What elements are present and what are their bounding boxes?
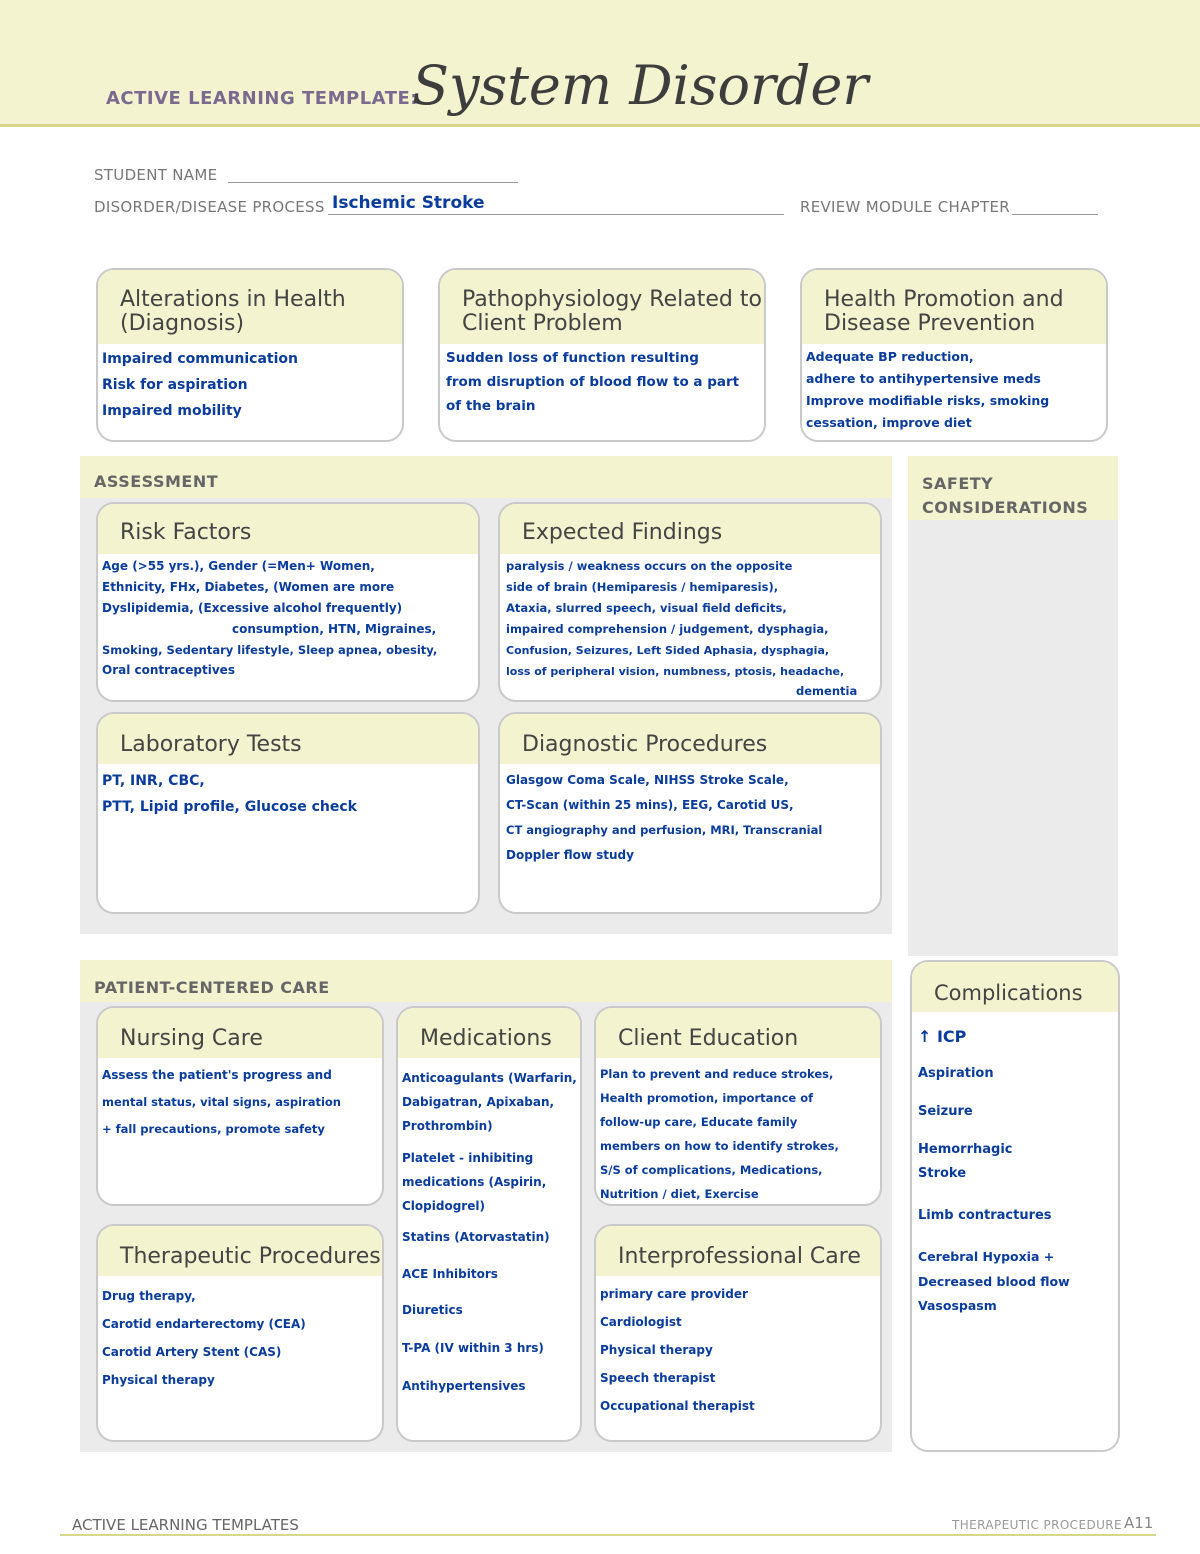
expected-finding-line: impaired comprehension / judgement, dysphagia, <box>506 622 829 636</box>
alterations-line: Risk for aspiration <box>102 377 248 393</box>
pathophysiology-line: Sudden loss of function resulting <box>446 350 699 366</box>
diagnostic-line: Glasgow Coma Scale, NIHSS Stroke Scale, <box>506 773 789 787</box>
pathophysiology-content[interactable] <box>440 344 764 418</box>
footer-rule <box>60 1534 1156 1536</box>
disorder-label: DISORDER/DISEASE PROCESS <box>94 198 325 216</box>
medication-item: Anticoagulants (Warfarin, Dabigatran, Apixaban, Prothrombin) <box>402 1071 577 1133</box>
risk-factor-line: consumption, HTN, Migraines, <box>232 622 437 636</box>
complications-title: Complications <box>912 962 1118 1012</box>
medication-item: Antihypertensives <box>402 1379 526 1393</box>
review-module-label: REVIEW MODULE CHAPTER <box>800 198 1010 216</box>
therapeutic-line: Drug therapy, <box>102 1289 196 1303</box>
diagnostic-line: Doppler flow study <box>506 848 634 862</box>
therapeutic-procedures-content[interactable] <box>98 1276 382 1394</box>
interprofessional-care-content[interactable] <box>596 1276 880 1420</box>
pathophysiology-title: Pathophysiology Related to Client Problem <box>440 270 764 344</box>
client-education-title: Client Education <box>596 1008 880 1058</box>
footer-right: THERAPEUTIC PROCEDURE <box>952 1518 1122 1532</box>
assessment-title: ASSESSMENT <box>94 472 219 491</box>
expected-findings-title: Expected Findings <box>500 504 880 554</box>
interprofessional-line: primary care provider <box>600 1287 748 1301</box>
expected-findings-content[interactable] <box>500 554 880 700</box>
risk-factors-title: Risk Factors <box>98 504 478 554</box>
template-label: ACTIVE LEARNING TEMPLATE: <box>106 88 418 109</box>
laboratory-tests-content[interactable] <box>98 764 478 820</box>
client-education-line: S/S of complications, Medications, <box>600 1163 823 1177</box>
complication-item: Cerebral Hypoxia + Decreased blood flow <box>918 1249 1070 1289</box>
nursing-care-line: Assess the patient's progress and <box>102 1068 332 1082</box>
expected-finding-line: Ataxia, slurred speech, visual field deficits, <box>506 601 787 615</box>
interprofessional-line: Physical therapy <box>600 1343 713 1357</box>
medication-item: Statins (Atorvastatin) <box>402 1230 550 1244</box>
medications-content[interactable] <box>398 1058 580 1404</box>
complication-item: Aspiration <box>918 1066 994 1081</box>
laboratory-tests-title: Laboratory Tests <box>98 714 478 764</box>
risk-factor-line: Ethnicity, FHx, Diabetes, (Women are more <box>102 580 395 594</box>
student-name-label: STUDENT NAME <box>94 166 218 184</box>
safety-title: SAFETY CONSIDERATIONS <box>922 474 1089 517</box>
risk-factor-line: Oral contraceptives <box>102 663 235 677</box>
medication-item: T-PA (IV within 3 hrs) <box>402 1341 544 1355</box>
footer-left: ACTIVE LEARNING TEMPLATES <box>72 1516 299 1534</box>
client-education-line: members on how to identify strokes, <box>600 1139 839 1153</box>
diagnostic-procedures-title: Diagnostic Procedures <box>500 714 880 764</box>
interprofessional-care-box <box>594 1224 882 1442</box>
health-promotion-box <box>800 268 1108 442</box>
page-number: A11 <box>1124 1514 1154 1532</box>
complication-item: Hemorrhagic Stroke <box>918 1142 1013 1181</box>
client-education-box <box>594 1006 882 1206</box>
complications-box <box>910 960 1120 1452</box>
alterations-content[interactable] <box>98 344 402 424</box>
risk-factors-content[interactable] <box>98 554 478 679</box>
complication-item: Seizure <box>918 1104 973 1119</box>
medication-item: Diuretics <box>402 1303 463 1317</box>
client-education-line: Nutrition / diet, Exercise <box>600 1187 759 1201</box>
client-education-content[interactable] <box>596 1058 880 1206</box>
disorder-value: Ischemic Stroke <box>332 193 485 213</box>
therapeutic-procedures-box <box>96 1224 384 1442</box>
health-promotion-content[interactable] <box>802 344 1106 434</box>
complications-content[interactable] <box>912 1012 1118 1318</box>
alterations-box <box>96 268 404 442</box>
medications-box <box>396 1006 582 1442</box>
nursing-care-line: + fall precautions, promote safety <box>102 1122 325 1136</box>
interprofessional-care-title: Interprofessional Care <box>596 1226 880 1276</box>
pcc-title: PATIENT-CENTERED CARE <box>94 978 330 997</box>
client-education-line: Plan to prevent and reduce strokes, <box>600 1067 834 1081</box>
review-module-field[interactable] <box>1012 214 1098 215</box>
pathophysiology-box <box>438 268 766 442</box>
lab-test-line: PTT, Lipid profile, Glucose check <box>102 799 357 815</box>
expected-finding-line: loss of peripheral vision, numbness, ptosis, headache, <box>506 665 845 678</box>
risk-factor-line: Dyslipidemia, (Excessive alcohol frequently) <box>102 601 403 615</box>
expected-finding-line: side of brain (Hemiparesis / hemiparesis), <box>506 580 779 594</box>
interprofessional-line: Cardiologist <box>600 1315 682 1329</box>
client-education-line: follow-up care, Educate family <box>600 1115 798 1129</box>
therapeutic-line: Carotid Artery Stent (CAS) <box>102 1345 282 1359</box>
interprofessional-line: Speech therapist <box>600 1371 716 1385</box>
laboratory-tests-box <box>96 712 480 914</box>
lab-test-line: PT, INR, CBC, <box>102 773 205 789</box>
interprofessional-line: Occupational therapist <box>600 1399 755 1413</box>
diagnostic-procedures-content[interactable] <box>500 764 880 868</box>
safety-section[interactable] <box>908 456 1118 956</box>
risk-factors-box <box>96 502 480 702</box>
expected-finding-line: paralysis / weakness occurs on the opposite <box>506 559 793 573</box>
therapeutic-line: Carotid endarterectomy (CEA) <box>102 1317 306 1331</box>
health-promotion-title: Health Promotion and Disease Prevention <box>802 270 1106 344</box>
medications-title: Medications <box>398 1008 580 1058</box>
therapeutic-line: Physical therapy <box>102 1373 215 1387</box>
medication-item: Platelet - inhibiting medications (Aspirin, Clopidogrel) <box>402 1151 547 1213</box>
health-promotion-line: cessation, improve diet <box>806 415 972 430</box>
health-promotion-line: Adequate BP reduction, <box>806 349 974 364</box>
expected-finding-line: Confusion, Seizures, Left Sided Aphasia, dysphagia, <box>506 644 830 657</box>
expected-finding-line: dementia <box>796 684 858 698</box>
diagnostic-procedures-box <box>498 712 882 914</box>
student-name-field[interactable] <box>228 182 518 183</box>
risk-factor-line: Smoking, Sedentary lifestyle, Sleep apnea, obesity, <box>102 643 438 657</box>
complication-item: Vasospasm <box>918 1298 997 1313</box>
diagnostic-line: CT angiography and perfusion, MRI, Transcranial <box>506 823 823 837</box>
complication-item: ↑ ICP <box>918 1027 967 1046</box>
expected-findings-box <box>498 502 882 702</box>
pathophysiology-line: from disruption of blood flow to a part <box>446 374 740 390</box>
alterations-line: Impaired communication <box>102 351 299 367</box>
diagnostic-line: CT-Scan (within 25 mins), EEG, Carotid US, <box>506 798 794 812</box>
pathophysiology-line: of the brain <box>446 398 536 414</box>
risk-factor-line: Age (>55 yrs.), Gender (=Men+ Women, <box>102 559 375 573</box>
nursing-care-line: mental status, vital signs, aspiration <box>102 1095 341 1109</box>
alterations-line: Impaired mobility <box>102 403 242 419</box>
client-education-line: Health promotion, importance of <box>600 1091 814 1105</box>
template-title: System Disorder <box>412 54 869 117</box>
nursing-care-content[interactable] <box>98 1058 382 1143</box>
nursing-care-box <box>96 1006 384 1206</box>
alterations-title: Alterations in Health (Diagnosis) <box>98 270 402 344</box>
complication-item: Limb contractures <box>918 1208 1052 1223</box>
health-promotion-line: adhere to antihypertensive meds <box>806 371 1041 386</box>
therapeutic-procedures-title: Therapeutic Procedures <box>98 1226 382 1276</box>
nursing-care-title: Nursing Care <box>98 1008 382 1058</box>
health-promotion-line: Improve modifiable risks, smoking <box>806 393 1050 408</box>
medication-item: ACE Inhibitors <box>402 1267 498 1281</box>
